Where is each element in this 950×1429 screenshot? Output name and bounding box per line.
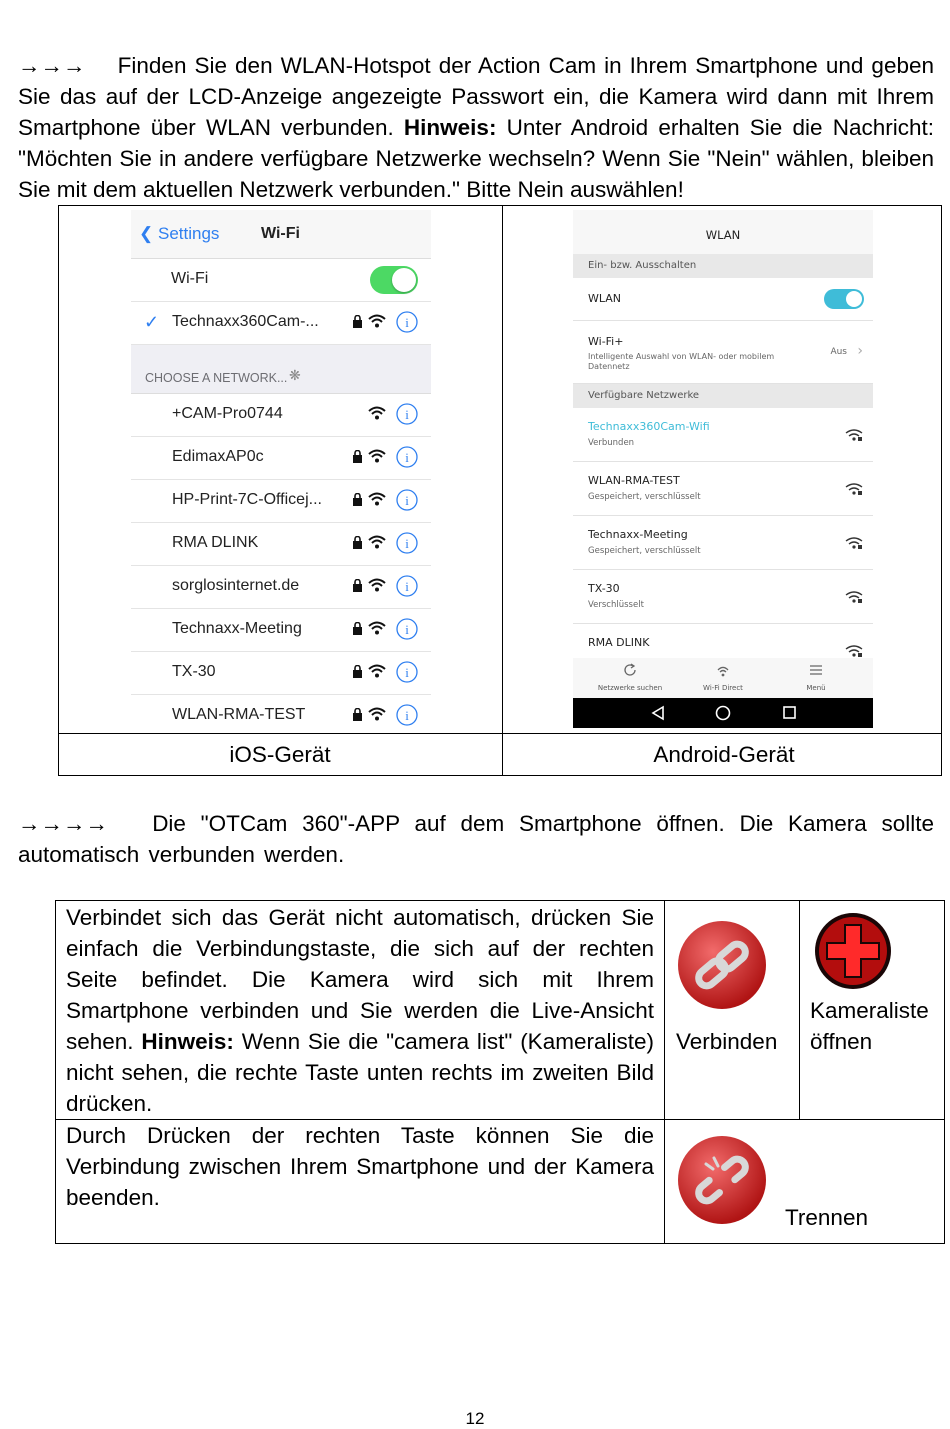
android-section: Verfügbare Netzwerke [573,384,873,408]
android-network-row[interactable] [573,408,873,462]
network-name: WLAN-RMA-TEST [172,706,306,723]
lock-icon [353,579,362,592]
screenshot-table [58,205,942,776]
ios-nav-bar [131,210,431,259]
android-header: WLAN [573,210,873,254]
scan-networks-button[interactable]: Netzwerke suchen [580,658,680,692]
app-paragraph [18,808,934,870]
info-icon[interactable] [396,661,418,683]
network-name: Technaxx-Meeting [588,528,688,541]
android-network-row[interactable] [573,462,873,516]
svg-text:i: i [405,536,409,551]
lock-icon [353,493,362,506]
svg-text:i: i [405,622,409,637]
network-status: Gespeichert, verschlüsselt [588,492,701,502]
wlan-toggle[interactable] [824,289,864,309]
app-text: Die "OTCam 360"-APP auf dem Smartphone öffnen. Die Kamera sollte automatisch verbunden werden. [18,811,934,867]
network-name: +CAM-Pro0744 [172,405,283,422]
intro-text: Finden Sie den WLAN-Hotspot der Action Cam in Ihrem Smartphone und geben Sie das auf der LCD-Anzeige angezeigte Passwort ein, die Kamera wird dann mit Ihrem Smartphone über WLAN verbunden. [18,53,934,140]
wifi-icon [368,314,386,328]
android-wlan-screenshot [573,210,873,728]
ios-network-list [131,394,431,730]
intro-text-2: Unter Android erhalten Sie die Nachricht: "Möchten Sie in andere verfügbare Netzwerke wechseln? Wenn Sie "Nein" wählen, bleiben Sie mit dem aktuellen Netzwerk verbunden." Bitte Nein auswählen! [18,115,934,202]
wifi-direct-icon [715,662,731,678]
android-nav-bar [573,698,873,728]
info-icon[interactable] [396,403,418,425]
network-status: Verschlüsselt [588,600,644,610]
info-icon[interactable] [396,618,418,640]
camera-list-label: Kameraliste öffnen [810,998,929,1054]
checkmark-icon: ✓ [144,312,160,332]
ios-network-row[interactable] [131,394,431,437]
svg-text:i: i [405,450,409,465]
connect-instructions: Verbindet sich das Gerät nicht automatisch, drücken Sie einfach die Verbindungstaste, die sich auf der rechten Seite befindet. Die Kamera wird sich mit Ihrem Smartphone verbinden und Sie werden die Live-Ansicht sehen. Hinweis: Wenn Sie die "camera list" (Kameraliste) nicht sehen, die rechte Taste unten rechts im zweiten Bild drücken. [66,905,654,1116]
ios-wifi-toggle-row [131,259,431,302]
wifi-icon [368,406,386,420]
android-wlan-row: WLAN [573,278,873,321]
network-status: Gespeichert, verschlüsselt [588,546,701,556]
android-nav-icons [573,698,873,728]
refresh-icon [622,662,638,678]
ios-network-row[interactable] [131,609,431,652]
ios-network-row[interactable] [131,523,431,566]
ios-wifi-label: Wi-Fi [171,270,209,287]
chevron-right-icon: › [857,343,863,359]
wifi-direct-button[interactable]: Wi-Fi Direct [673,658,773,692]
network-name: TX-30 [172,663,216,680]
menu-button[interactable]: Menü [766,658,866,692]
info-icon[interactable] [396,311,418,333]
divider [664,901,665,1243]
network-name: RMA DLINK [172,534,259,551]
wifi-toggle[interactable] [370,266,418,294]
disconnect-instructions: Durch Drücken der rechten Taste können Sie die Verbindung zwischen Ihrem Smartphone und der Kamera beenden. [66,1123,654,1210]
lock-icon [353,708,362,721]
wifi-icon [368,578,386,592]
wifi-lock-icon [845,644,863,658]
divider [59,733,941,734]
plus-icon [813,911,893,991]
wifi-lock-icon [845,428,863,442]
svg-text:i: i [405,665,409,680]
network-status: Verbunden [588,438,635,448]
android-caption: Android-Gerät [653,742,795,767]
divider [799,901,800,1119]
hint-label: Hinweis: [141,1029,234,1054]
ios-network-row[interactable] [131,437,431,480]
home-icon[interactable] [717,707,730,720]
info-icon[interactable] [396,704,418,726]
wifi-icon [368,621,386,635]
android-network-row[interactable] [573,516,873,570]
network-name: RMA DLINK [588,636,650,649]
android-wifiplus-row[interactable]: Wi-Fi+ Intelligente Auswahl von WLAN- oder mobilem Datennetz Aus › [573,321,873,384]
ios-back-button[interactable]: ❮ Settings [139,224,220,243]
ios-network-row[interactable] [131,566,431,609]
ios-section-header: CHOOSE A NETWORK... ❋ [131,345,431,394]
wifi-icon [368,492,386,506]
wifi-icon [368,449,386,463]
spinner-icon: ❋ [289,367,301,383]
disconnect-link-icon [676,1134,768,1226]
android-network-row[interactable] [573,570,873,624]
arrow-bullets: →→→→ [18,811,108,836]
lock-icon [353,450,362,463]
connect-link-icon [676,919,768,1011]
network-name: TX-30 [588,582,620,595]
ios-network-row[interactable] [131,480,431,523]
ios-network-row[interactable] [131,652,431,695]
wifi-lock-icon [845,536,863,550]
ios-title: Wi-Fi [261,225,300,242]
network-name: Technaxx360Cam-... [172,313,319,330]
wifi-lock-icon [845,590,863,604]
lock-icon [353,536,362,549]
wifi-icon [368,535,386,549]
recents-icon[interactable] [784,707,795,718]
instruction-table [55,900,945,1244]
wifi-lock-icon [845,482,863,496]
network-name: sorglosinternet.de [172,577,300,594]
svg-text:i: i [405,579,409,594]
wifi-icon [368,664,386,678]
network-name: HP-Print-7C-Officej... [172,491,322,508]
info-icon[interactable] [396,446,418,468]
lock-icon [353,315,362,328]
hint-label: Hinweis: [403,115,497,140]
arrow-bullets: →→→ [18,53,86,78]
menu-icon [808,662,824,678]
chevron-left-icon: ❮ [139,224,154,243]
network-name: Technaxx-Meeting [172,620,302,637]
svg-text:i: i [405,407,409,422]
ios-network-row[interactable] [131,695,431,730]
android-bottom-bar [573,658,873,698]
svg-text:i: i [405,708,409,723]
lock-icon [353,622,362,635]
info-icon[interactable] [396,575,418,597]
network-name: Technaxx360Cam-Wifi [588,420,710,433]
lock-icon [353,665,362,678]
intro-paragraph [18,50,934,205]
divider [502,206,503,775]
android-network-list [573,408,873,678]
network-name: EdimaxAP0c [172,448,264,465]
wifi-icon [368,707,386,721]
info-icon[interactable] [396,532,418,554]
ios-connected-network[interactable] [131,302,431,345]
android-section: Ein- bzw. Ausschalten [573,254,873,278]
info-icon[interactable] [396,489,418,511]
ios-caption: iOS-Gerät [229,742,331,767]
network-name: WLAN-RMA-TEST [588,474,680,487]
page-number: 12 [465,1409,485,1428]
ios-wifi-screenshot [131,210,431,730]
connect-label: Verbinden [676,1029,778,1054]
svg-text:i: i [405,493,409,508]
svg-text:i: i [405,315,409,330]
disconnect-label: Trennen [785,1205,868,1230]
back-icon[interactable] [653,707,663,719]
